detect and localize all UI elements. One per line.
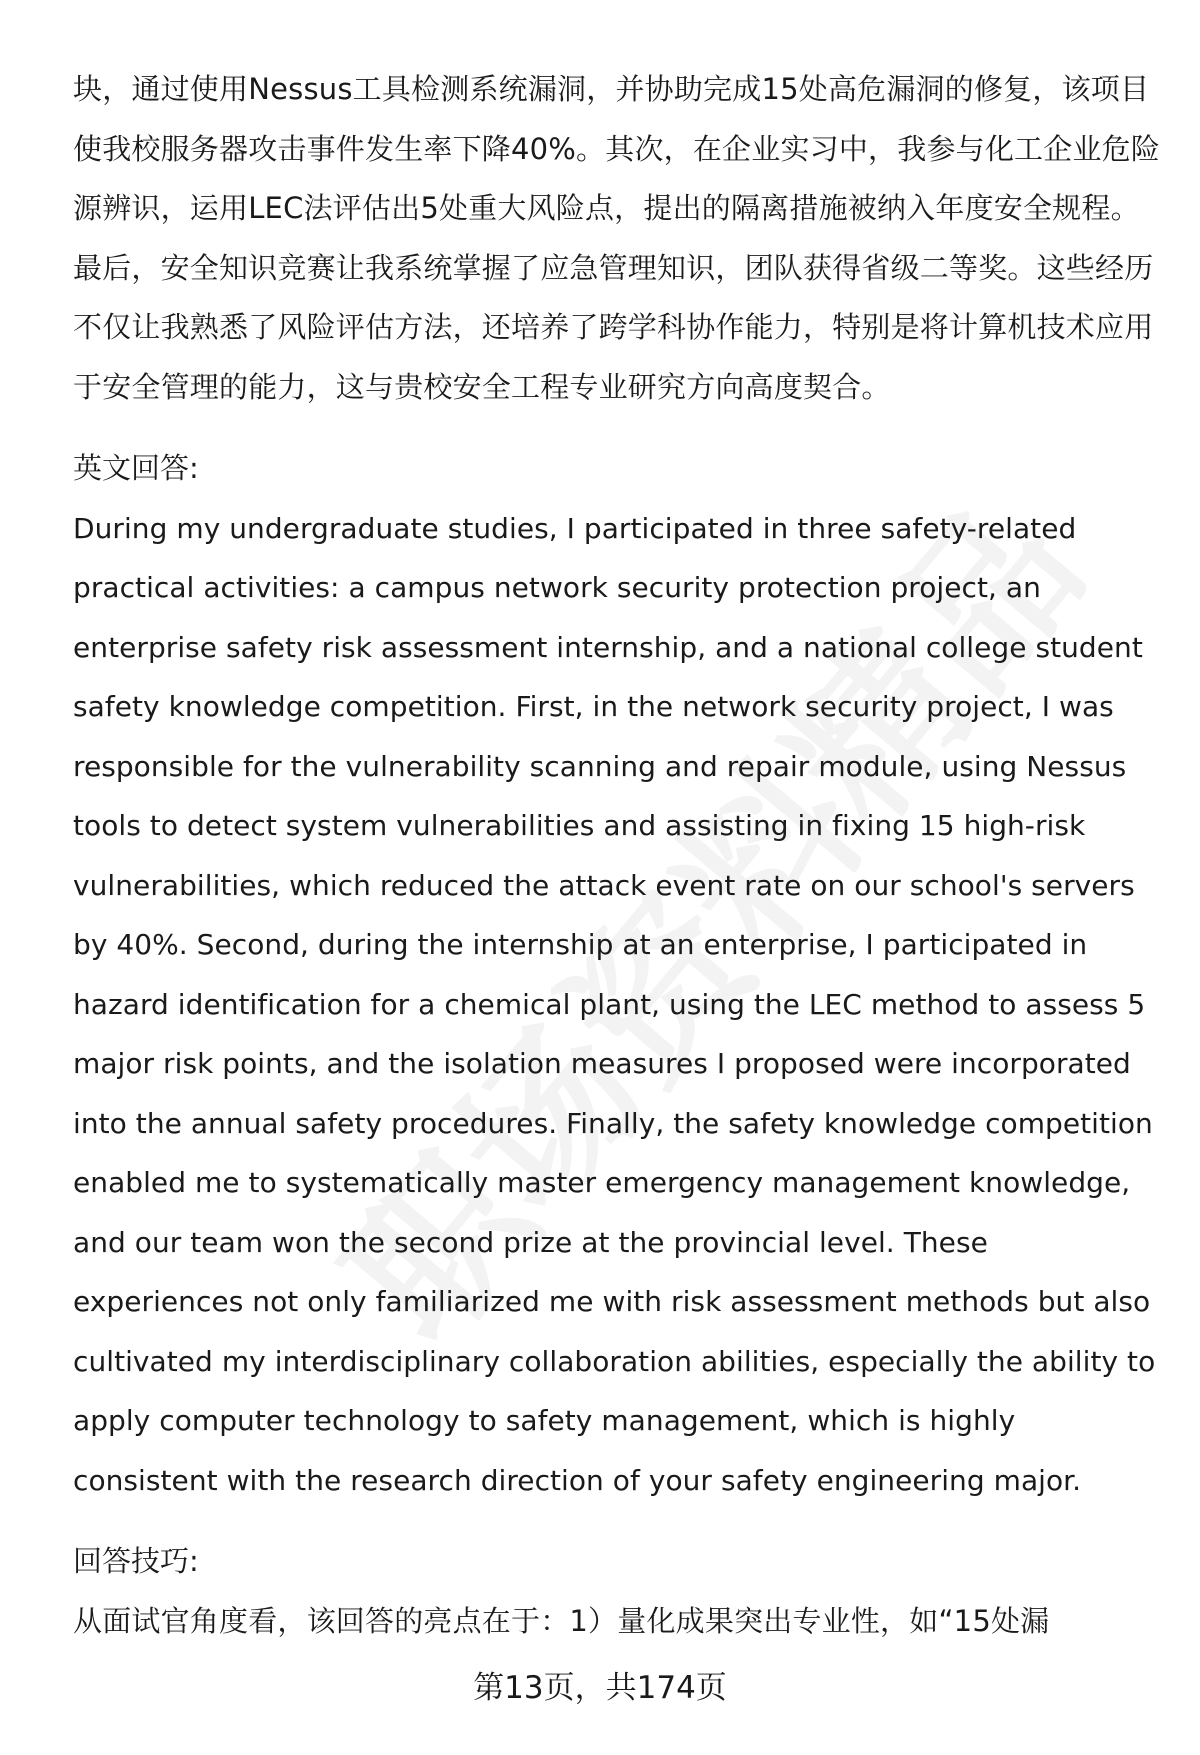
english-answer-paragraph: During my undergraduate studies, I participated in three safety-related practical activities: a campus network security protection project, an enterprise safety risk assessment internship, and a national college student safety knowledge competition. First, in the network security project, I was responsible for the vulnerability scanning and repair module, using Nessus tools to detect system vulnerabilities and assisting in fixing 15 high-risk vulnerabilities, which reduced the attack event rate on our school's servers by 40%. Second, during the internship at an enterprise, I participated in hazard identification for a chemical plant, using the LEC method to assess 5 major risk points, and the isolation measures I proposed were incorporated into the annual safety procedures. Finally, the safety knowledge competition enabled me to systematically master emergency management knowledge, and our team won the second prize at the provincial level. These experiences not only familiarized me with risk assessment methods but also cultivated my interdisciplinary collaboration abilities, especially the ability to apply computer technology to safety management, which is highly consistent with the research direction of your safety engineering major.	[73, 511, 1156, 1497]
english-answer-label: 英文回答:	[73, 451, 199, 485]
tips-label: 回答技巧:	[73, 1544, 199, 1578]
chinese-answer-paragraph: 块，通过使用Nessus工具检测系统漏洞，并协助完成15处高危漏洞的修复，该项目使我校服务器攻击事件发生率下降40%。其次，在企业实习中，我参与化工企业危险源辨识，运用LEC法评估出5处重大风险点，提出的隔离措施被纳入年度安全规程。最后，安全知识竞赛让我系统掌握了应急管理知识，团队获得省级二等奖。这些经历不仅让我熟悉了风险评估方法，还培养了跨学科协作能力，特别是将计算机技术应用于安全管理的能力，这与贵校安全工程专业研究方向高度契合。	[73, 72, 1161, 404]
tips-paragraph: 从面试官角度看，该回答的亮点在于：1）量化成果突出专业性，如“15处漏	[73, 1603, 1050, 1638]
document-page	[73, 60, 1163, 1651]
page-footer: 第13页，共174页	[473, 1670, 727, 1706]
